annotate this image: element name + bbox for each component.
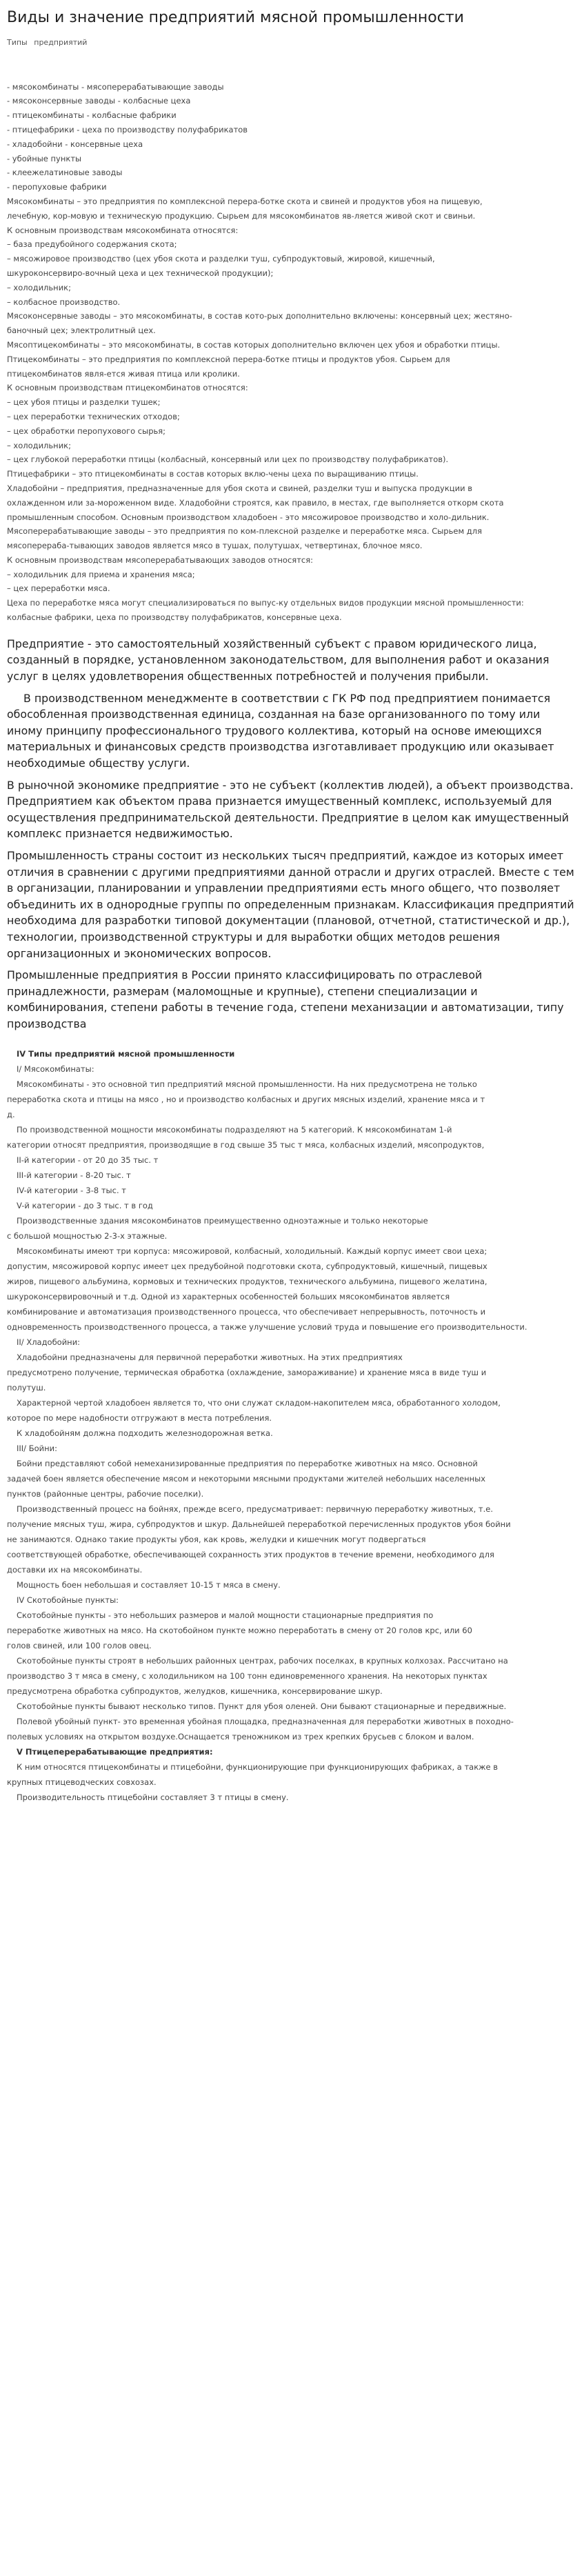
section-line: Производственный процесс на бойнях, прежде всего, предусматривает: первичную переработку животных, т.е.: [17, 1504, 493, 1514]
section-line: пунктов (районные центры, рабочие поселки).: [7, 1488, 204, 1499]
section-line: Скотобойные пункты строят в небольших районных центрах, рабочих поселках, в крупных колхозах. Рассчитано на: [17, 1655, 508, 1666]
section-line: переработке животных на мясо. На скотобойном пункте можно переработать в смену от 20 голов крс, или 60: [7, 1625, 472, 1635]
section-line: полутуш.: [7, 1382, 46, 1392]
intro-line: К основным производствам мясокомбината относятся:: [7, 225, 239, 235]
section-line: Мясокомбинаты - это основной тип предприятий мясной промышленности. На них предусмотрена не только: [17, 1079, 477, 1089]
intro-line: – база предубойного содержания скота;: [7, 239, 177, 250]
section-line: соответствующей обработке, обеспечивающей сохранность этих продуктов в течение времени, необходимого для: [7, 1549, 494, 1559]
section-line: шкуроконсервировочный и т.д. Одной из характерных особенностей больших мясокомбинатов является: [7, 1291, 450, 1301]
intro-line: Мясоперерабатывающие заводы – это предприятия по ком-плексной разделке и переработке мяса. Сырьем для: [7, 526, 483, 537]
section-line: которое по мере надобности отгружают в места потребления.: [7, 1412, 272, 1423]
section-line: IV-й категории - 3-8 тыс. т: [17, 1185, 126, 1195]
intro-line: шкуроконсервиро-вочный цеха и цех технической продукции);: [7, 268, 274, 278]
section-line: предусмотрена обработка субпродуктов, желудков, кишечника, консервирование шкур.: [7, 1686, 383, 1696]
article-paragraph: В производственном менеджменте в соответствии с ГК РФ под предприятием понимается обособленная производственная единица, созданная на базе организованного по тому или иному принципу профессионального трудового коллектива, который на основе имеющихся материальных и финансовых средств производства изготавливает продукцию или оказывает необходимые обществу услуги.: [7, 691, 554, 770]
intro-line: Мясоконсервные заводы – это мясокомбинаты, в состав кото-рых дополнительно включены: консервный цех; жестяно-: [7, 311, 512, 321]
intro-line: - хладобойни - консервные цеха: [7, 139, 143, 149]
intro-line: – цех обработки перопухового сырья;: [7, 426, 166, 436]
intro-line: - убойные пункты: [7, 153, 82, 163]
intro-line: лечебную, кор-мовую и техническую продукцию. Сырьем для мясокомбинатов яв-ляется живой скот и свиньи.: [7, 210, 476, 221]
section-line: полевых условиях на открытом воздухе.Оснащается треножником из трех крепких брусьев с блоком и валом.: [7, 1731, 474, 1741]
section-line: Мясокомбинаты имеют три корпуса: мясожировой, колбасный, холодильный. Каждый корпус имеет свои цеха;: [17, 1246, 487, 1256]
intro-line: – мясожировое производство (цех убоя скота и разделки туш, субпродуктовый, жировой, кишечный,: [7, 254, 435, 264]
intro-line: – цех убоя птицы и разделки тушек;: [7, 397, 161, 408]
article-paragraph: Промышленность страны состоит из нескольких тысяч предприятий, каждое из которых имеет отличия в сравнении с другими предприятиями данной отрасли и других отраслей. Вместе с тем в организации, планировании и управлении предприятиями есть много общего, что позволяет объединить их в однородные группы по определенным признакам. Классификация предприятий необходима для разработки типовой документации (плановой, отчетной, статистической и др.), технологии, производственной структуры и для выработки общих методов решения организационных и экономических вопросов.: [7, 849, 574, 960]
section-line: не занимаются. Однако такие продукты убоя, как кровь, желудки и кишечник могут подвергаться: [7, 1534, 426, 1544]
intro-line: – холодильник;: [7, 440, 71, 450]
section-line: Скотобойные пункты - это небольших размеров и малой мощности стационарные предприятия по: [17, 1610, 434, 1620]
intro-line: птицекомбинатов явля-ется живая птица или кролики.: [7, 368, 240, 379]
section-heading: V Птицеперерабатывающие предприятия:: [17, 1746, 213, 1757]
section-line: III/ Бойни:: [17, 1443, 57, 1453]
intro-line: – цех глубокой переработки птицы (колбасный, консервный или цех по производству полуфабрикатов).: [7, 455, 449, 465]
section-line: категории относят предприятия, производящие в год свыше 35 тыс т мяса, колбасных изделий, мясопродуктов,: [7, 1139, 485, 1150]
intro-line: К основным производствам мясоперерабатывающих заводов относятся:: [7, 555, 314, 565]
section-line: По производственной мощности мясокомбинаты подразделяют на 5 категорий. К мясокомбинатам 1-й: [17, 1124, 452, 1135]
section-line: крупных птицеводческих совхозах.: [7, 1777, 157, 1787]
tags-label: Типы: [7, 37, 28, 47]
section-line: V-й категории - до 3 тыс. т в год: [17, 1200, 153, 1210]
intro-line: – холодильник для приема и хранения мяса;: [7, 569, 195, 579]
section-line: III-й категории - 8-20 тыс. т: [17, 1170, 131, 1180]
intro-line: Цеха по переработке мяса могут специализироваться по выпус-ку отдельных видов продукции мясной промышленности:: [7, 598, 524, 608]
section-line: IV Скотобойные пункты:: [17, 1595, 119, 1605]
section-line: д.: [7, 1109, 15, 1119]
section-heading: IV Типы предприятий мясной промышленности: [17, 1048, 235, 1059]
intro-line: колбасные фабрики, цеха по производству полуфабрикатов, консервные цеха.: [7, 612, 342, 623]
section-line: II-й категории - от 20 до 35 тыс. т: [17, 1155, 159, 1165]
article-paragraph: В рыночной экономике предприятие - это не субъект (коллектив людей), а объект производства. Предприятием как объектом права признается имущественный комплекс, используемый для осуществления предпринимательской деятельности. Предприятие в целом как имущественный комплекс признается недвижимостью.: [7, 778, 574, 841]
section-line: Характерной чертой хладобоен является то, что они служат складом-накопителем мяса, обработанного холодом,: [17, 1397, 501, 1408]
section-line: задачей боен является обеспечение мясом и некоторыми мясными продуктами жителей небольших населенных: [7, 1473, 486, 1484]
intro-line: – холодильник;: [7, 282, 71, 292]
intro-line: К основным производствам птицекомбинатов относятся:: [7, 383, 248, 393]
section-line: производство 3 т мяса в смену, с холодильником на 100 тонн единовременного хранения. На некоторых пунктах: [7, 1670, 487, 1681]
intro-line: - перопуховые фабрики: [7, 182, 107, 192]
section-line: К ним относятся птицекомбинаты и птицебойни, функционирующие при функционирующих фабриках, а также в: [17, 1761, 499, 1772]
intro-line: мясоперераба-тывающих заводов является мясо в тушах, полутушах, четвертинах, блочное мясо.: [7, 541, 423, 551]
section-line: переработка скота и птицы на мясо , но и производство колбасных и других мясных изделий, хранение мяса и т: [7, 1094, 485, 1104]
section-line: II/ Хладобойни:: [17, 1337, 81, 1347]
section-line: К хладобойням должна подходить железнодорожная ветка.: [17, 1428, 273, 1438]
intro-line: - клеежелатиновые заводы: [7, 168, 123, 178]
intro-line: - мясокомбинаты - мясоперерабатывающие заводы: [7, 81, 224, 92]
article-paragraph: Предприятие - это самостоятельный хозяйственный субъект с правом юридического лица, созданный в порядке, установленном законодательством, для выполнения работ и оказания услуг в целях удовлетворения общественных потребностей и получения прибыли.: [7, 637, 550, 683]
main-article: [7, 636, 576, 1032]
section-line: с большой мощностью 2-3-х этажные.: [7, 1230, 168, 1241]
intro-line: Мясоптицекомбинаты – это мясокомбинаты, в состав которых дополнительно включен цех убоя и обработки птицы.: [7, 339, 501, 350]
article-paragraph: Промышленные предприятия в России принято классифицировать по отраслевой принадлежности, размерам (маломощные и крупные), степени специализации и комбинирования, степени работы в течение года, степени механизации и автоматизации, типу производства: [7, 968, 564, 1030]
section-line: Мощность боен небольшая и составляет 10-15 т мяса в смену.: [17, 1579, 281, 1590]
tag-link[interactable]: предприятий: [34, 37, 88, 47]
section-line: жиров, пищевого альбумина, кормовых и технических продуктов, технического альбумина, пищевого желатина,: [7, 1276, 487, 1286]
section-line: Скотобойные пункты бывают несколько типов. Пункт для убоя оленей. Они бывают стационарные и передвижные.: [17, 1701, 507, 1711]
section-line: одновременность производственного процесса, а также улучшение условий труда и повышение его производительности.: [7, 1321, 527, 1332]
section-line: I/ Мясокомбинаты:: [17, 1064, 94, 1074]
section-line: Бойни представляют собой немеханизированные предприятия по переработке животных на мясо. Основной: [17, 1458, 478, 1468]
section-line: допустим, мясожировой корпус имеет цех предубойной подготовки скота, субпродуктовый, кишечный, пищевых: [7, 1261, 487, 1271]
section-line: комбинирование и автоматизация производственного процесса, что обеспечивает непрерывность, поточность и: [7, 1306, 486, 1317]
intro-line: промышленным способом. Основным производством хладобоен - это мясожировое производство и холо-дильник.: [7, 512, 490, 522]
section-line: Полевой убойный пункт- это временная убойная площадка, предназначенная для переработки животных в походно-: [17, 1716, 514, 1726]
intro-line: охлажденном или за-мороженном виде. Хладобойни строятся, как правило, в местах, где выполняется откорм скота: [7, 497, 504, 508]
intro-line: – колбасное производство.: [7, 297, 121, 307]
intro-list: [7, 80, 576, 625]
intro-line: Хладобойни – предприятия, предназначенные для убоя скота и свиней, разделки туш и выпуска продукции в: [7, 483, 473, 493]
intro-line: баночный цех; электролитный цех.: [7, 326, 156, 336]
intro-line: – цех переработки мяса.: [7, 583, 110, 594]
intro-line: Птицекомбинаты – это предприятия по комплексной перера-ботке птицы и продуктов убоя. Сырьем для: [7, 354, 450, 364]
intro-line: - мясоконсервные заводы - колбасные цеха: [7, 96, 191, 106]
section-line: получение мясных туш, жира, субпродуктов и шкур. Дальнейшей переработкой перечисленных продуктов убоя бойни: [7, 1519, 511, 1529]
section-line: предусмотрено получение, термическая обработка (охлаждение, замораживание) и хранение мяса в виде туш и: [7, 1367, 487, 1377]
section-line: доставки их на мясокомбинаты.: [7, 1564, 143, 1575]
intro-line: – цех переработки технических отходов;: [7, 411, 180, 421]
tags-line: [7, 38, 576, 47]
section-line: Производственные здания мясокомбинатов преимущественно одноэтажные и только некоторые: [17, 1215, 428, 1226]
intro-line: Птицефабрики – это птицекомбинаты в состав которых вклю-чены цеха по выращиванию птицы.: [7, 469, 419, 479]
section-line: Производительность птицебойни составляет 3 т птицы в смену.: [17, 1792, 289, 1802]
intro-line: Мясокомбинаты – это предприятия по комплексной перера-ботке скота и свиней и продуктов убоя на пищевую,: [7, 196, 483, 206]
intro-line: - птицефабрики - цеха по производству полуфабрикатов: [7, 124, 248, 134]
intro-line: - птицекомбинаты - колбасные фабрики: [7, 110, 177, 121]
section-line: голов свиней, или 100 голов овец.: [7, 1640, 152, 1650]
types-section: [7, 1046, 576, 1805]
section-line: Хладобойни предназначены для первичной переработки животных. На этих предприятиях: [17, 1352, 403, 1362]
page-title: Виды и значение предприятий мясной промышленности: [7, 9, 464, 26]
